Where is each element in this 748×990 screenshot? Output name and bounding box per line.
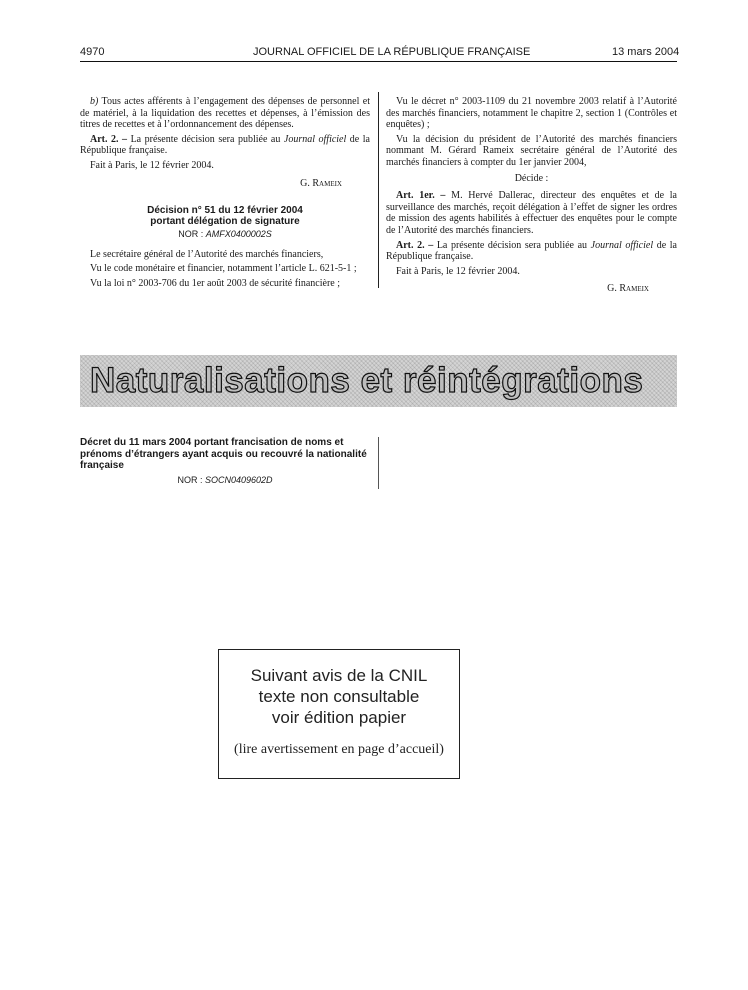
decision-title-line1: Décision n° 51 du 12 février 2004 <box>147 205 303 217</box>
section-banner <box>80 355 677 407</box>
section-title: Naturalisations et réintégrations <box>90 361 644 400</box>
cnil-line2: texte non consultable <box>258 687 420 706</box>
visa-decret: Vu le décret n° 2003-1109 du 21 novembre 2003 relatif à l’Autorité des marchés financiers, notamment le chapitre 2, section 1 (Contrôles et enquêtes) ; <box>386 96 677 131</box>
visa-code: Vu le code monétaire et financier, notamment l’article L. 621-5-1 ; <box>90 263 357 275</box>
article-1 <box>386 190 677 236</box>
article-1-text: M. Hervé Dallerac, directeur des enquêtes et de la surveillance des marchés, reçoit délégation à l’effet de signer les ordres de mission des agents habilités à effectuer des enquêtes pour le compte de l’Autorité des marchés financiers. <box>386 190 678 236</box>
header-rule <box>80 61 677 62</box>
nor-reference <box>80 229 370 241</box>
decret-nor-code: SOCN0409602D <box>204 474 273 485</box>
signature: G. Rameix <box>300 177 342 189</box>
page-number: 4970 <box>80 46 105 58</box>
preamble: Le secrétaire général de l’Autorité des marchés financiers, <box>90 248 324 260</box>
article-1-label: Art. 1er. – <box>396 190 446 202</box>
article-2-text: La présente décision sera publiée au <box>127 133 284 145</box>
para-b-label: b) <box>90 96 99 107</box>
fait-line-right: Fait à Paris, le 12 février 2004. <box>396 265 520 277</box>
decret-nor <box>80 475 370 487</box>
article-2-right-text: La présente décision sera publiée au <box>433 239 591 251</box>
signature-right: G. Rameix <box>607 283 649 295</box>
right-column <box>386 96 677 295</box>
journal-title: JOURNAL OFFICIEL DE LA RÉPUBLIQUE FRANÇAISE <box>253 46 531 58</box>
visa-loi: Vu la loi n° 2003-706 du 1er août 2003 de sécurité financière ; <box>90 277 340 289</box>
para-b-text: Tous actes afférents à l’engagement des dépenses de personnel et de matériel, à la liquidation des recettes et dépenses, à l’émission des titres de recettes et à l’ordonnancement des dépenses. <box>80 96 370 131</box>
nor-label: NOR : <box>178 229 204 240</box>
column-divider-lower <box>378 437 379 489</box>
cnil-line1: Suivant avis de la CNIL <box>250 666 428 685</box>
article-2-right-text-end: de la République française. <box>386 239 677 263</box>
visa-decision: Vu la décision du président de l’Autorité des marchés financiers nommant M. Gérard Rameix secrétaire général de l’Autorité des marchés financiers à compter du 1er janvier 2004, <box>386 133 677 168</box>
column-divider <box>378 92 379 288</box>
left-column <box>80 96 370 293</box>
decret-title: Décret du 11 mars 2004 portant francisation de noms et prénoms d’étrangers ayant acquis ou recouvré la nationalité française <box>80 437 367 471</box>
issue-date: 13 mars 2004 <box>612 46 680 58</box>
cnil-line3: voir édition papier <box>271 708 407 727</box>
decision-title-line2: portant délégation de signature <box>150 216 300 228</box>
article-2-text-end: de la République française. <box>80 133 370 157</box>
decret-heading <box>80 437 370 494</box>
journal-name-right: Journal officiel <box>590 239 654 251</box>
cnil-note: (lire avertissement en page d’accueil) <box>234 742 444 757</box>
nor-code: AMFX0400002S <box>205 229 272 240</box>
fait-line: Fait à Paris, le 12 février 2004. <box>90 159 214 171</box>
article-2 <box>80 134 370 157</box>
para-b <box>80 96 370 131</box>
journal-name: Journal officiel <box>283 133 347 145</box>
decide: Décide : <box>514 172 549 184</box>
decret-nor-label: NOR : <box>177 474 203 485</box>
cnil-notice-box <box>218 649 460 779</box>
cnil-notice-main <box>219 665 459 728</box>
article-2-right <box>386 240 677 263</box>
article-2-right-label: Art. 2. – <box>396 239 434 251</box>
article-2-label: Art. 2. – <box>90 133 128 145</box>
